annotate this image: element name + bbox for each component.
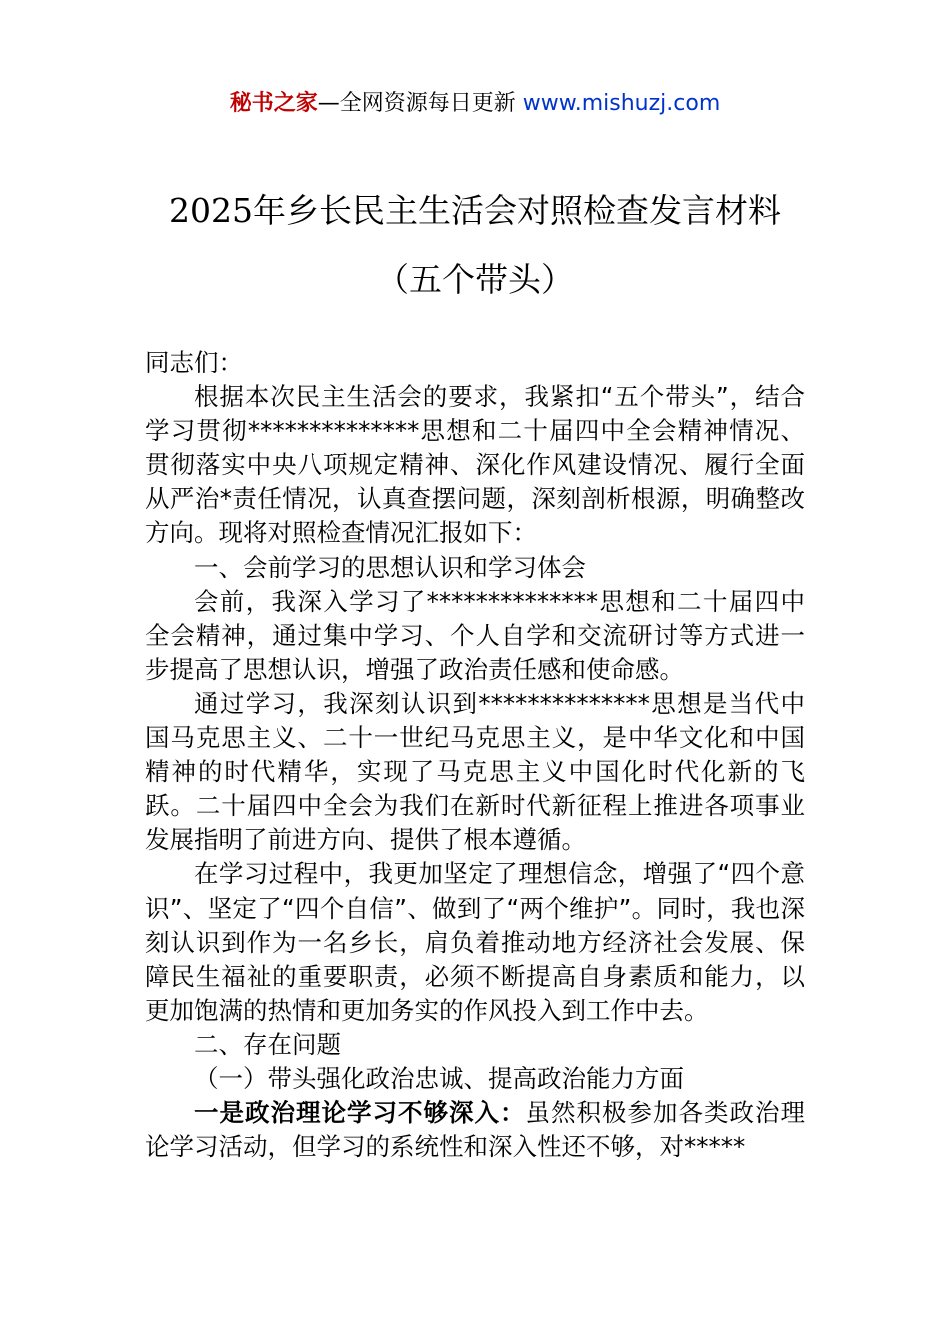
paragraph-conviction: 在学习过程中，我更加坚定了理想信念，增强了“四个意识”、坚定了“四个自信”、做到了“两个维护”。同时，我也深刻认识到作为一名乡长，肩负着推动地方经济社会发展、保障民生福祉的重要职责，必须不断提高自身素质和能力，以更加饱满的热情和更加务实的作风投入到工作中去。 [145,859,805,1025]
salutation: 同志们： [145,348,243,377]
subsection-heading-1: （一）带头强化政治忠诚、提高政治能力方面 [194,1063,684,1093]
document-title: 2025年乡长民主生活会对照检查发言材料 [169,191,781,230]
document-subtitle: （五个带头） [376,260,574,299]
section-heading-1: 一、会前学习的思想认识和学习体会 [194,552,586,582]
paragraph-intro: 根据本次民主生活会的要求，我紧扣“五个带头”，结合学习贯彻**************思想和二十届四中全会精神情况、贯彻落实中央八项规定精神、深化作风建设情况、履行全面从严治*责任情况，认真查摆问题，深刻剖析根源，明确整改方向。现将对照检查情况汇报如下： [145,382,805,548]
site-url-link[interactable]: www.mishuzj.com [522,91,721,116]
problem-text: 虽然积极参加各类政治理论学习活动，但学习的系统性和深入性还不够，对***** [145,1098,805,1162]
paragraph-understanding: 通过学习，我深刻认识到**************思想是当代中国马克思主义、二十一世纪马克思主义，是中华文化和中国精神的时代精华，实现了马克思主义中国化时代化新的飞跃。二十届四中全会为我们在新时代新征程上推进各项事业发展指明了前进方向、提供了根本遵循。 [145,688,805,855]
section-heading-2: 二、存在问题 [194,1029,341,1059]
site-header [0,86,950,122]
site-name: 秘书之家 [229,91,318,116]
problem-lead: 一是政治理论学习不够深入： [194,1098,526,1128]
problem-paragraph-1 [145,1096,805,1164]
document-body [145,346,805,1164]
site-slogan: —全网资源每日更新 [317,91,523,116]
paragraph-study: 会前，我深入学习了**************思想和二十届四中全会精神，通过集中学习、个人自学和交流研讨等方式进一步提高了思想认识，增强了政治责任感和使命感。 [145,586,805,684]
